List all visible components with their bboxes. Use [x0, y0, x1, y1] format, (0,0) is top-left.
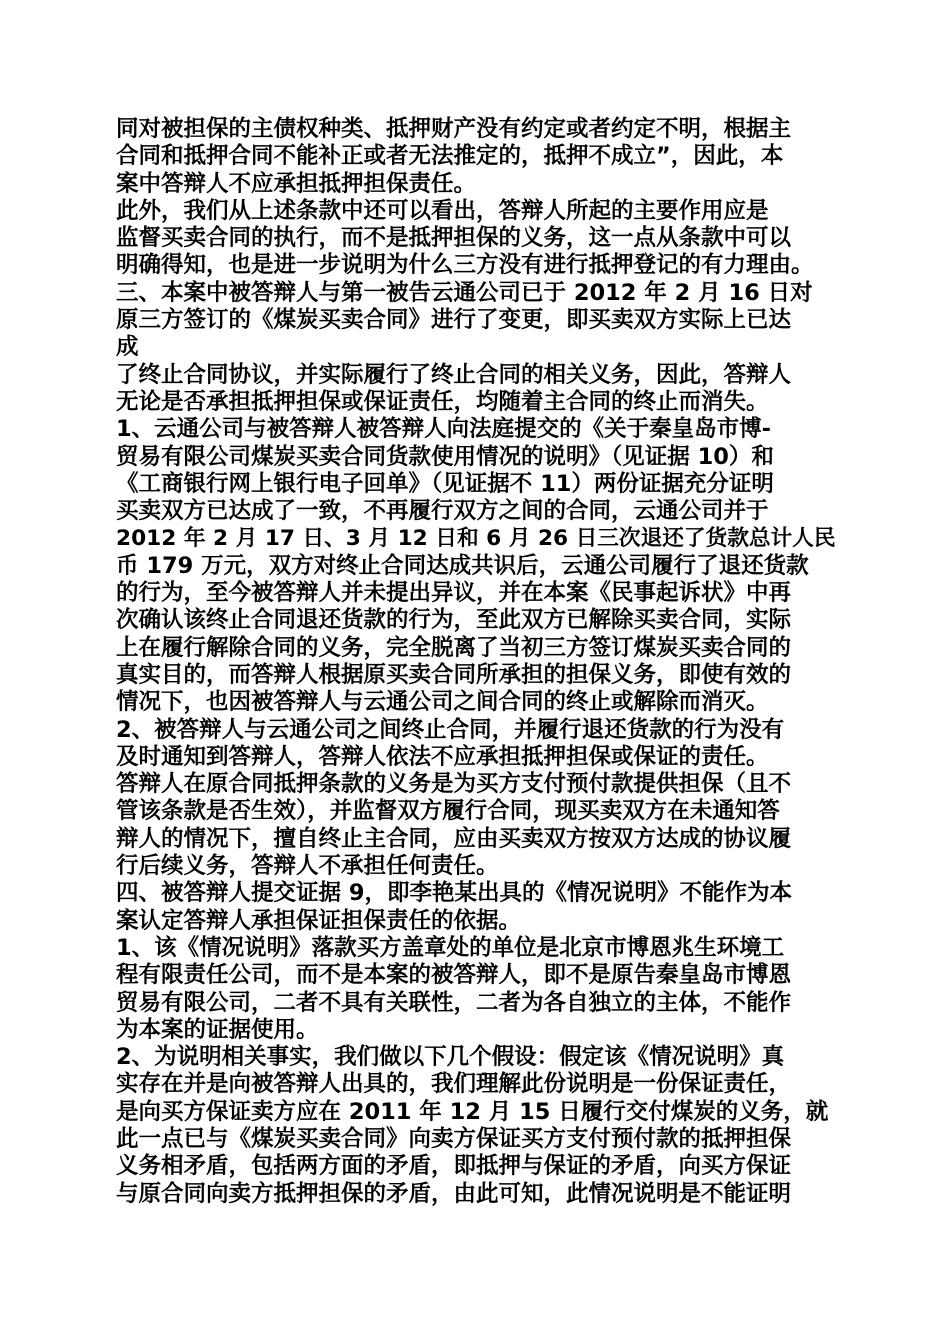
- section-heading-line: 三、本案中被答辩人与第一被告云通公司已于 2012 年 2 月 16 日对: [116, 279, 813, 306]
- text-line: 买卖双方已达成了一致，不再履行双方之间的合同，云通公司并于: [116, 498, 769, 525]
- text-line: 案中答辩人不应承担抵押担保责任。: [116, 170, 477, 197]
- text-line: 管该条款是否生效），并监督双方履行合同，现买卖双方在未通知答: [116, 798, 780, 825]
- text-line: 为本案的证据使用。: [116, 1016, 319, 1043]
- text-line: 2、被答辩人与云通公司之间终止合同，并履行退还货款的行为没有: [116, 716, 785, 743]
- text-line: 的行为，至今被答辩人并未提出异议，并在本案《民事起诉状》中再: [116, 580, 792, 607]
- text-line: 此外，我们从上述条款中还可以看出，答辩人所起的主要作用应是: [116, 197, 769, 224]
- text-line: 行后续义务，答辩人不承担任何责任。: [116, 853, 499, 880]
- text-line: 1、云通公司与被答辩人被答辩人向法庭提交的《关于秦皇岛市博-: [116, 416, 771, 443]
- text-line: 2012 年 2 月 17 日、3 月 12 日和 6 月 26 日三次退还了货款总计人民: [116, 526, 836, 552]
- text-line: 上在履行解除合同的义务，完全脱离了当初三方签订煤炭买卖合同的: [116, 634, 792, 661]
- text-line: 同对被担保的主债权种类、抵押财产没有约定或者约定不明，根据主: [116, 116, 792, 142]
- text-line: 2、为说明相关事实，我们做以下几个假设：假定该《情况说明》真: [116, 1044, 785, 1071]
- text-line: 币 179 万元，双方对终止合同达成共识后，云通公司履行了退还货款: [116, 552, 809, 579]
- text-line: 贸易有限公司，二者不具有关联性，二者为各自独立的主体，不能作: [116, 989, 792, 1016]
- text-line: 次确认该终止合同退还货款的行为，至此双方已解除买卖合同，实际: [116, 607, 792, 634]
- text-line: 监督买卖合同的执行，而不是抵押担保的义务，这一点从条款中可以: [116, 225, 792, 252]
- text-line: 贸易有限公司煤炭买卖合同货款使用情况的说明》（见证据 10）和: [116, 443, 774, 470]
- document-body: [116, 116, 840, 1208]
- section-heading-line: 案认定答辩人承担保证担保责任的依据。: [116, 907, 522, 934]
- section-heading-line: 成: [116, 334, 139, 361]
- text-line: 明确得知，也是进一步说明为什么三方没有进行抵押登记的有力理由。: [116, 252, 814, 279]
- text-line: 及时通知到答辩人，答辩人依法不应承担抵押担保或保证的责任。: [116, 743, 769, 770]
- text-line: 1、该《情况说明》落款买方盖章处的单位是北京市博恩兆生环境工: [116, 934, 785, 961]
- text-line: 《工商银行网上银行电子回单》（见证据不 11）两份证据充分证明: [116, 470, 774, 497]
- text-line: 程有限责任公司，而不是本案的被答辩人，即不是原告秦皇岛市博恩: [116, 962, 792, 989]
- text-line: 此一点已与《煤炭买卖合同》向卖方保证买方支付预付款的抵押担保: [116, 1125, 792, 1152]
- section-heading-line: 四、被答辩人提交证据 9，即李艳某出具的《情况说明》不能作为本: [116, 880, 792, 907]
- text-line: 真实目的，而答辩人根据原买卖合同所承担的担保义务，即使有效的: [116, 661, 792, 688]
- text-line: 辩人的情况下，擅自终止主合同，应由买卖双方按双方达成的协议履: [116, 825, 792, 852]
- text-line: 实存在并是向被答辩人出具的，我们理解此份说明是一份保证责任，: [116, 1071, 792, 1098]
- text-line: 情况下，也因被答辩人与云通公司之间合同的终止或解除而消灭。: [116, 689, 769, 716]
- section-heading-line: 原三方签订的《煤炭买卖合同》进行了变更，即买卖双方实际上已达: [116, 307, 792, 334]
- text-line: 是向买方保证卖方应在 2011 年 12 月 15 日履行交付煤炭的义务，就: [116, 1098, 829, 1125]
- text-line: 义务相矛盾，包括两方面的矛盾，即抵押与保证的矛盾，向买方保证: [116, 1153, 792, 1180]
- text-line: 了终止合同协议，并实际履行了终止合同的相关义务，因此，答辩人: [116, 361, 792, 388]
- text-line: 与原合同向卖方抵押担保的矛盾，由此可知，此情况说明是不能证明: [116, 1180, 792, 1207]
- text-line: 无论是否承担抵押担保或保证责任，均随着主合同的终止而消失。: [116, 388, 769, 415]
- text-line: 合同和抵押合同不能补正或者无法推定的，抵押不成立”，因此，本: [116, 143, 784, 170]
- text-line: 答辩人在原合同抵押条款的义务是为买方支付预付款提供担保（且不: [116, 771, 792, 798]
